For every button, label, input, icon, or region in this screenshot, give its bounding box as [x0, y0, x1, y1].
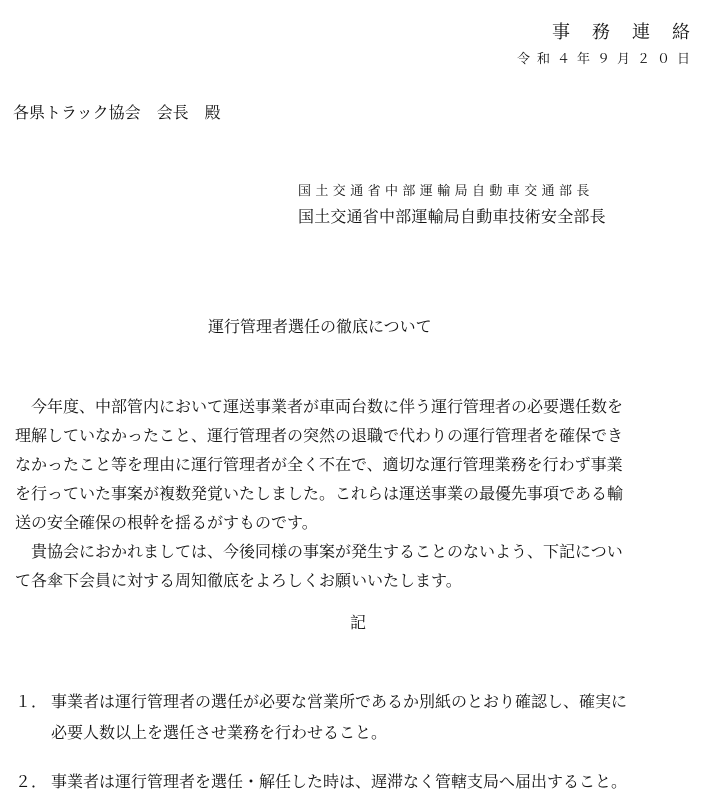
body-line: て各傘下会員に対する周知徹底をよろしくお願いいたします。	[15, 571, 462, 590]
note-heading: 記	[350, 613, 367, 632]
sender-line-1: 国土交通省中部運輸局自動車交通部長	[298, 184, 594, 199]
body-line: 今年度、中部管内において運送事業者が車両台数に伴う運行管理者の必要選任数を	[31, 397, 624, 416]
list-item-2	[15, 766, 627, 797]
sender-line-2: 国土交通省中部運輸局自動車技術安全部長	[298, 207, 606, 226]
body-line: なかったこと等を理由に運行管理者が全く不在で、適切な運行管理業務を行わず事業	[15, 455, 623, 474]
list-item-1	[15, 686, 627, 748]
body-line: 理解していなかったこと、運行管理者の突然の退職で代わりの運行管理者を確保でき	[15, 426, 624, 445]
document-body	[15, 392, 705, 595]
item-text-line: 必要人数以上を選任させ業務を行わせること。	[51, 723, 388, 742]
item-number: ２．	[15, 772, 48, 791]
body-line: 貴協会におかれましては、今後同様の事案が発生することのないよう、下記につい	[31, 542, 623, 561]
document-subject: 運行管理者選任の徹底について	[208, 317, 432, 336]
document-date: 令和４年９月２０日	[516, 52, 697, 67]
item-text-line: 事業者は運行管理者を選任・解任した時は、遅滞なく管轄支局へ届出すること。	[51, 772, 628, 791]
item-number: １．	[15, 692, 48, 711]
addressee: 各県トラック協会 会長 殿	[13, 103, 221, 122]
body-line: を行っていた事案が複数発覚いたしました。これらは運送事業の最優先事項である輸	[15, 484, 624, 503]
document-type-label: 事務連絡	[552, 22, 712, 43]
body-line: 送の安全確保の根幹を揺るがすものです。	[15, 513, 318, 532]
item-text-line: 事業者は運行管理者の選任が必要な営業所であるか別紙のとおり確認し、確実に	[51, 692, 628, 711]
